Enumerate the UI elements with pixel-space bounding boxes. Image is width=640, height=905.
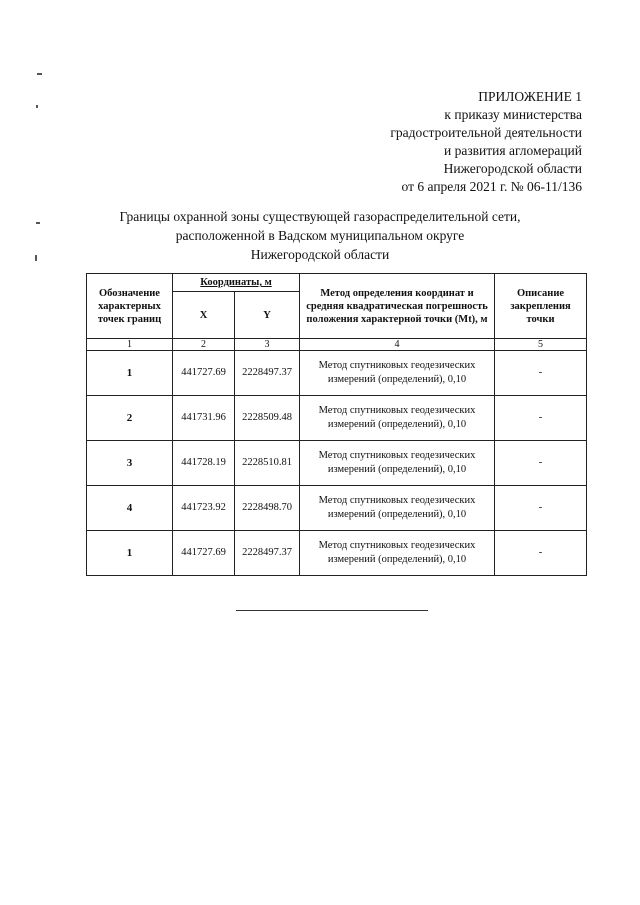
point-id-cell: 2 <box>87 396 173 441</box>
table-row <box>87 531 587 576</box>
scan-mark <box>37 73 42 75</box>
column-number: 1 <box>87 339 173 351</box>
y-cell: 2228497.37 <box>235 531 300 576</box>
y-cell: 2228498.70 <box>235 486 300 531</box>
document-title <box>85 207 555 264</box>
description-cell: - <box>495 531 587 576</box>
header-method: Метод определения координат и средняя квадратическая погрешность положения характерной точки (Mt), м <box>300 274 495 339</box>
table-row <box>87 441 587 486</box>
appendix-line: градостроительной деятельности <box>390 125 582 140</box>
table-row <box>87 396 587 441</box>
header-y: Y <box>235 292 300 339</box>
column-number: 2 <box>173 339 235 351</box>
method-cell: Метод спутниковых геодезических измерений (определений), 0,10 <box>300 441 495 486</box>
point-id-cell: 3 <box>87 441 173 486</box>
x-cell: 441727.69 <box>173 531 235 576</box>
coordinates-table <box>86 273 587 576</box>
y-cell: 2228497.37 <box>235 351 300 396</box>
point-id-cell: 1 <box>87 351 173 396</box>
x-cell: 441731.96 <box>173 396 235 441</box>
description-cell: - <box>495 486 587 531</box>
method-cell: Метод спутниковых геодезических измерений (определений), 0,10 <box>300 531 495 576</box>
appendix-line: ПРИЛОЖЕНИЕ 1 <box>478 89 582 104</box>
description-cell: - <box>495 441 587 486</box>
appendix-header <box>390 88 582 196</box>
header-description: Описание закрепления точки <box>495 274 587 339</box>
appendix-line: и развития агломераций <box>443 143 582 158</box>
column-number: 3 <box>235 339 300 351</box>
y-cell: 2228509.48 <box>235 396 300 441</box>
scan-mark <box>35 255 37 261</box>
end-divider <box>236 610 428 611</box>
scan-mark <box>36 105 38 108</box>
x-cell: 441727.69 <box>173 351 235 396</box>
method-cell: Метод спутниковых геодезических измерений (определений), 0,10 <box>300 396 495 441</box>
method-cell: Метод спутниковых геодезических измерений (определений), 0,10 <box>300 486 495 531</box>
header-point-id: Обозначение характерных точек границ <box>87 274 173 339</box>
scan-mark <box>36 222 40 224</box>
x-cell: 441723.92 <box>173 486 235 531</box>
y-cell: 2228510.81 <box>235 441 300 486</box>
column-number: 4 <box>300 339 495 351</box>
table-row <box>87 486 587 531</box>
header-x: X <box>173 292 235 339</box>
method-cell: Метод спутниковых геодезических измерений (определений), 0,10 <box>300 351 495 396</box>
column-number: 5 <box>495 339 587 351</box>
title-line: Нижегородской области <box>250 247 390 262</box>
description-cell: - <box>495 396 587 441</box>
title-line: расположенной в Вадском муниципальном округе <box>175 228 465 243</box>
header-coordinates: Координаты, м <box>173 274 300 292</box>
point-id-cell: 1 <box>87 531 173 576</box>
x-cell: 441728.19 <box>173 441 235 486</box>
point-id-cell: 4 <box>87 486 173 531</box>
description-cell: - <box>495 351 587 396</box>
appendix-line: Нижегородской области <box>443 161 582 176</box>
appendix-line: к приказу министерства <box>444 107 582 122</box>
table-row <box>87 351 587 396</box>
appendix-line: от 6 апреля 2021 г. № 06-11/136 <box>401 179 582 194</box>
title-line: Границы охранной зоны существующей газораспределительной сети, <box>119 209 521 224</box>
